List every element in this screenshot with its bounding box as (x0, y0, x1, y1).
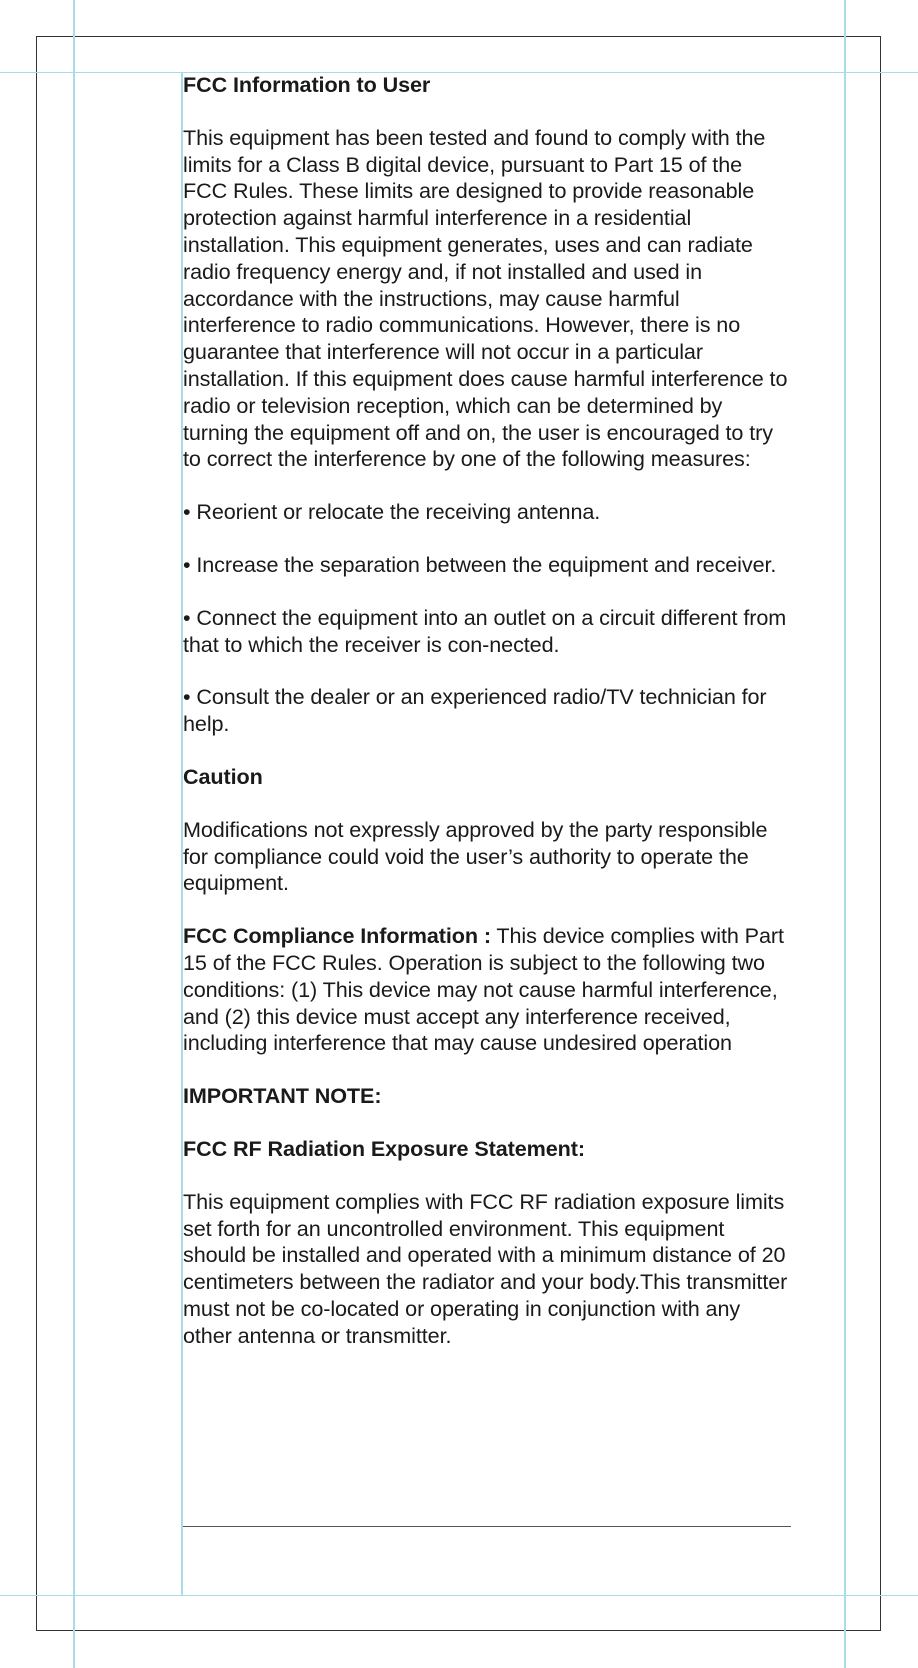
footer-rule (183, 1526, 791, 1527)
measure-item: • Reorient or relocate the receiving antenna. (183, 499, 601, 525)
guide-line-bottom (0, 1595, 918, 1596)
caution-paragraph: Modifications not expressly approved by the party responsible for compliance could void the user’s authority to operate the equipment. (183, 816, 768, 896)
compliance-label: FCC Compliance Information : (183, 923, 491, 949)
measure-item: • Increase the separation between the equipment and receiver. (183, 551, 777, 577)
measure-item: • Connect the equipment into an outlet on a circuit different from that to which the receiver is con-nected. (183, 604, 787, 657)
caution-heading: Caution (183, 763, 263, 789)
rf-statement-heading: FCC RF Radiation Exposure Statement: (183, 1135, 585, 1161)
document-body (183, 72, 791, 1375)
guide-line-right (844, 0, 846, 1668)
section-heading-fcc-info: FCC Information to User (183, 72, 431, 97)
important-note-heading: IMPORTANT NOTE: (183, 1083, 382, 1109)
rf-statement-paragraph: This equipment complies with FCC RF radiation exposure limits set forth for an uncontrolled environment. This equipment should be installed and operated with a minimum distance of 20 centimeters between the radiator and your body.This transmitter must not be co-located or operating in conjunction with any other antenna or transmitter. (183, 1188, 788, 1348)
measure-item: • Consult the dealer or an experienced radio/TV technician for help. (183, 684, 767, 737)
guide-line-left-outer (73, 0, 75, 1668)
compliance-paragraph (183, 923, 791, 1057)
compliance-text: This device complies with Part 15 of the FCC Rules. Operation is subject to the following two conditions: (1) This device may not cause harmful interference, and (2) this device must accept any interference received, including interference that may cause undesired operation (183, 923, 784, 1056)
intro-paragraph: This equipment has been tested and found to comply with the limits for a Class B digital device, pursuant to Part 15 of the FCC Rules. These limits are designed to provide reasonable protection against harmful interference in a residential installation. This equipment generates, uses and can radiate radio frequency energy and, if not installed and used in accordance with the instructions, may cause harmful interference to radio communications. However, there is no guarantee that interference will not occur in a particular installation. If this equipment does cause harmful interference to radio or television reception, which can be determined by turning the equipment off and on, the user is encouraged to try to correct the interference by one of the following measures: (183, 124, 788, 472)
